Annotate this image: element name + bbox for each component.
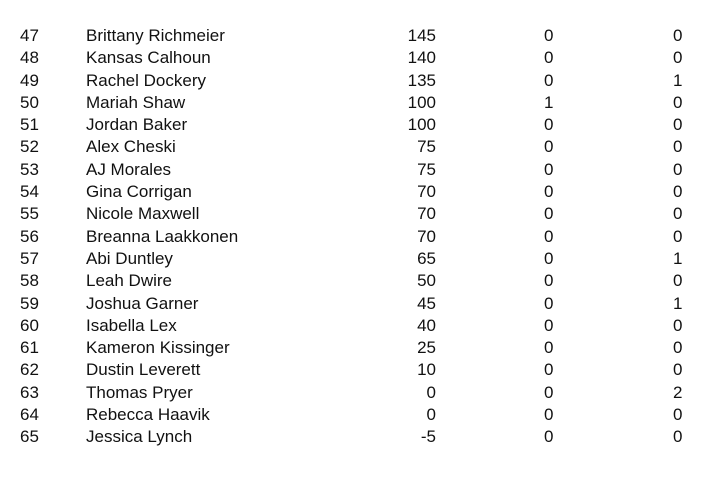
table-row: [0, 293, 720, 315]
table-row: [0, 426, 720, 448]
rank-cell: 59: [20, 293, 39, 313]
points-cell: 100: [407, 92, 436, 112]
rank-cell: 53: [20, 159, 39, 179]
rank-cell: 51: [20, 115, 39, 135]
stat-a-cell: 0: [544, 427, 554, 447]
player-name-cell: Jordan Baker: [86, 115, 188, 135]
stat-b-cell: 0: [673, 405, 683, 425]
player-name-cell: Isabella Lex: [86, 315, 177, 335]
rank-cell: 58: [20, 271, 39, 291]
points-cell: 135: [407, 70, 436, 90]
table-row: [0, 114, 720, 136]
stat-a-cell: 0: [544, 405, 554, 425]
stat-a-cell: 0: [544, 360, 554, 380]
stat-b-cell: 0: [673, 271, 683, 291]
points-cell: 75: [417, 137, 436, 157]
stat-a-cell: 0: [544, 315, 554, 335]
stat-b-cell: 0: [673, 427, 683, 447]
stat-b-cell: 1: [673, 248, 683, 268]
standings-table: [0, 25, 720, 449]
rank-cell: 60: [20, 315, 39, 335]
rank-cell: 47: [20, 26, 39, 45]
points-cell: 0: [426, 382, 436, 402]
player-name-cell: Gina Corrigan: [86, 182, 192, 202]
stat-a-cell: 0: [544, 48, 554, 68]
stat-a-cell: 0: [544, 182, 554, 202]
rank-cell: 48: [20, 48, 39, 68]
table-row: [0, 315, 720, 337]
player-name-cell: Kameron Kissinger: [86, 338, 230, 358]
table-row: [0, 359, 720, 381]
rank-cell: 57: [20, 248, 39, 268]
points-cell: 50: [417, 271, 436, 291]
player-name-cell: Abi Duntley: [86, 248, 173, 268]
stat-a-cell: 1: [544, 92, 554, 112]
stat-a-cell: 0: [544, 115, 554, 135]
rank-cell: 63: [20, 382, 39, 402]
table-row: [0, 70, 720, 92]
stat-a-cell: 0: [544, 26, 554, 45]
stat-b-cell: 0: [673, 26, 683, 45]
player-name-cell: Mariah Shaw: [86, 92, 186, 112]
stat-b-cell: 0: [673, 226, 683, 246]
stat-b-cell: 0: [673, 92, 683, 112]
table-row: [0, 270, 720, 292]
points-cell: 70: [417, 182, 436, 202]
points-cell: 10: [417, 360, 436, 380]
points-cell: -5: [420, 427, 436, 447]
stat-b-cell: 0: [673, 204, 683, 224]
points-cell: 75: [417, 159, 436, 179]
points-cell: 40: [417, 315, 436, 335]
points-cell: 65: [417, 248, 436, 268]
points-cell: 100: [407, 115, 436, 135]
table-row: [0, 248, 720, 270]
stat-b-cell: 0: [673, 360, 683, 380]
stat-a-cell: 0: [544, 382, 554, 402]
rank-cell: 55: [20, 204, 39, 224]
table-row: [0, 25, 720, 47]
points-cell: 70: [417, 226, 436, 246]
rank-cell: 62: [20, 360, 39, 380]
stat-a-cell: 0: [544, 137, 554, 157]
rank-cell: 50: [20, 92, 39, 112]
stat-a-cell: 0: [544, 248, 554, 268]
stat-a-cell: 0: [544, 338, 554, 358]
table-row: [0, 226, 720, 248]
stat-b-cell: 1: [673, 70, 683, 90]
table-row: [0, 382, 720, 404]
rank-cell: 49: [20, 70, 39, 90]
points-cell: 25: [417, 338, 436, 358]
rank-cell: 52: [20, 137, 39, 157]
points-cell: 0: [426, 405, 436, 425]
points-cell: 45: [417, 293, 436, 313]
stat-b-cell: 1: [673, 293, 683, 313]
player-name-cell: Jessica Lynch: [86, 427, 193, 447]
stat-b-cell: 0: [673, 115, 683, 135]
player-name-cell: Breanna Laakkonen: [86, 226, 239, 246]
stat-a-cell: 0: [544, 226, 554, 246]
player-name-cell: Thomas Pryer: [86, 382, 193, 402]
player-name-cell: AJ Morales: [86, 159, 172, 179]
table-row: [0, 47, 720, 69]
table-row: [0, 203, 720, 225]
stat-b-cell: 0: [673, 315, 683, 335]
table-row: [0, 404, 720, 426]
rank-cell: 61: [20, 338, 39, 358]
points-cell: 145: [407, 26, 436, 45]
player-name-cell: Dustin Leverett: [86, 360, 201, 380]
player-name-cell: Alex Cheski: [86, 137, 176, 157]
player-name-cell: Joshua Garner: [86, 293, 199, 313]
stat-b-cell: 0: [673, 182, 683, 202]
stat-a-cell: 0: [544, 271, 554, 291]
player-name-cell: Kansas Calhoun: [86, 48, 211, 68]
table-row: [0, 181, 720, 203]
rank-cell: 65: [20, 427, 39, 447]
player-name-cell: Nicole Maxwell: [86, 204, 200, 224]
player-name-cell: Rebecca Haavik: [86, 405, 210, 425]
stat-b-cell: 0: [673, 338, 683, 358]
table-row: [0, 337, 720, 359]
player-name-cell: Brittany Richmeier: [86, 26, 225, 45]
table-row: [0, 136, 720, 158]
stat-a-cell: 0: [544, 204, 554, 224]
stat-b-cell: 0: [673, 48, 683, 68]
player-name-cell: Leah Dwire: [86, 271, 172, 291]
stat-a-cell: 0: [544, 159, 554, 179]
points-cell: 70: [417, 204, 436, 224]
table-row: [0, 92, 720, 114]
rank-cell: 56: [20, 226, 39, 246]
rank-cell: 54: [20, 182, 39, 202]
stat-b-cell: 0: [673, 137, 683, 157]
table-row: [0, 159, 720, 181]
rank-cell: 64: [20, 405, 39, 425]
stat-a-cell: 0: [544, 70, 554, 90]
player-name-cell: Rachel Dockery: [86, 70, 206, 90]
stat-b-cell: 0: [673, 159, 683, 179]
stat-b-cell: 2: [673, 382, 683, 402]
points-cell: 140: [407, 48, 436, 68]
stat-a-cell: 0: [544, 293, 554, 313]
